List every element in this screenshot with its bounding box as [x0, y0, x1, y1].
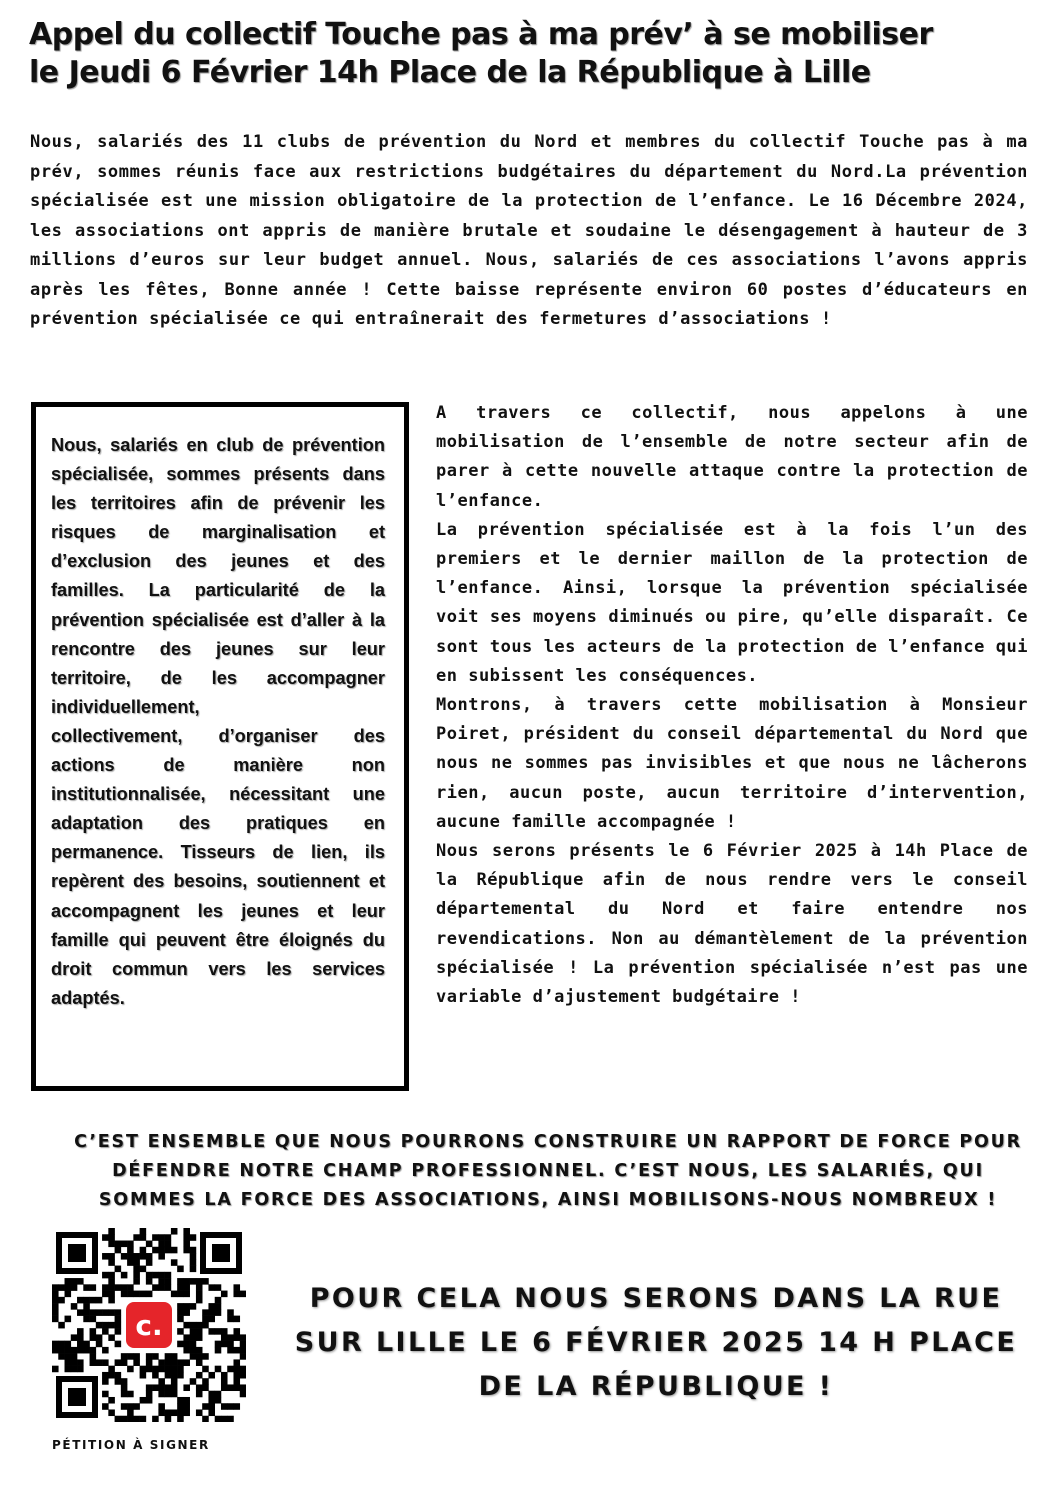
- event-announcement: POUR CELA NOUS SERONS DANS LA RUE SUR LILLE LE 6 FÉVRIER 2025 14 H PLACE DE LA RÉPUBLIQUE !: [294, 1283, 1018, 1402]
- logo-letter: c.: [135, 1309, 163, 1342]
- petition-qr-code[interactable]: [52, 1228, 246, 1422]
- document-title: [29, 16, 1029, 92]
- right-column: [436, 399, 1028, 1012]
- box-text-part-1: Nous, salariés en club de prévention spécialisée, sommes présents dans les territoires afin de prévenir les risques de marginalisation et d’exclusion des jeunes et des familles. La particularité de la prévention spécialisée est d’aller à la rencontre des jeunes sur leur territoire, de les accompagner individuellement,: [51, 435, 385, 717]
- qr-caption: PÉTITION À SIGNER: [52, 1438, 210, 1452]
- intro-paragraph: Nous, salariés des 11 clubs de prévention du Nord et membres du collectif Touche pas à ma prév, sommes réunis face aux restrictions budgétaires du département du Nord.La prévention spécialisée est une mission obligatoire de la protection de l’enfance. Le 16 Décembre 2024, les associations ont appris de manière brutale et soudaine le désengagement à hauteur de 3 millions d’euros sur leur budget annuel. Nous, salariés de ces associations l’avons appris après les fêtes, Bonne année ! Cette baisse représente environ 60 postes d’éducateurs en prévention spécialisée ce qui entraînerait des fermetures d’associations !: [30, 132, 1028, 329]
- boxed-description: [31, 402, 409, 1091]
- right-paragraph-1: A travers ce collectif, nous appelons à une mobilisation de l’ensemble de notre secteur afin de parer à cette nouvelle attaque contre la protection de l’enfance.: [436, 403, 1028, 511]
- right-paragraph-4: Nous serons présents le 6 Février 2025 à 14h Place de la République afin de nous rendre vers le conseil départemental du Nord et faire entendre nos revendications. Non au démantèlement de la prévention spécialisée ! La prévention spécialisée n’est pas une variable d’ajustement budgétaire !: [436, 841, 1028, 1008]
- call-to-action: C’EST ENSEMBLE QUE NOUS POURRONS CONSTRUIRE UN RAPPORT DE FORCE POUR DÉFENDRE NOTRE CHAMP PROFESSIONNEL. C’EST NOUS, LES SALARIÉS, QUI SOMMES LA FORCE DES ASSOCIATIONS, AINSI MOBILISONS-NOUS NOMBREUX !: [74, 1132, 1022, 1210]
- right-paragraph-3: Montrons, à travers cette mobilisation à Monsieur Poiret, président du conseil départemental du Nord que nous ne sommes pas invisibles et que nous ne lâcherons rien, aucun poste, aucun territoire d’intervention, aucune famille accompagnée !: [436, 695, 1028, 832]
- right-paragraph-2: La prévention spécialisée est à la fois l’un des premiers et le dernier maillon de la protection de l’enfance. Ainsi, lorsque la prévention spécialisée voit ses moyens diminués ou pire, qu’elle disparaît. Ce sont tous les acteurs de la protection de l’enfance qui en subissent les conséquences.: [436, 519, 1028, 686]
- title-line-1: Appel du collectif Touche pas à ma prév’ à se mobiliser: [29, 17, 933, 52]
- title-line-2: le Jeudi 6 Février 14h Place de la République à Lille: [29, 55, 871, 90]
- change-org-logo-icon: [122, 1298, 176, 1352]
- box-text-part-2: collectivement, d’organiser des actions de manière non institutionnalisée, nécessitant une adaptation des pratiques en permanence. Tisseurs de lien, ils repèrent des besoins, soutiennent et accompagnent les jeunes et leur famille qui peuvent être éloignés du droit commun vers les services adaptés.: [51, 725, 385, 1008]
